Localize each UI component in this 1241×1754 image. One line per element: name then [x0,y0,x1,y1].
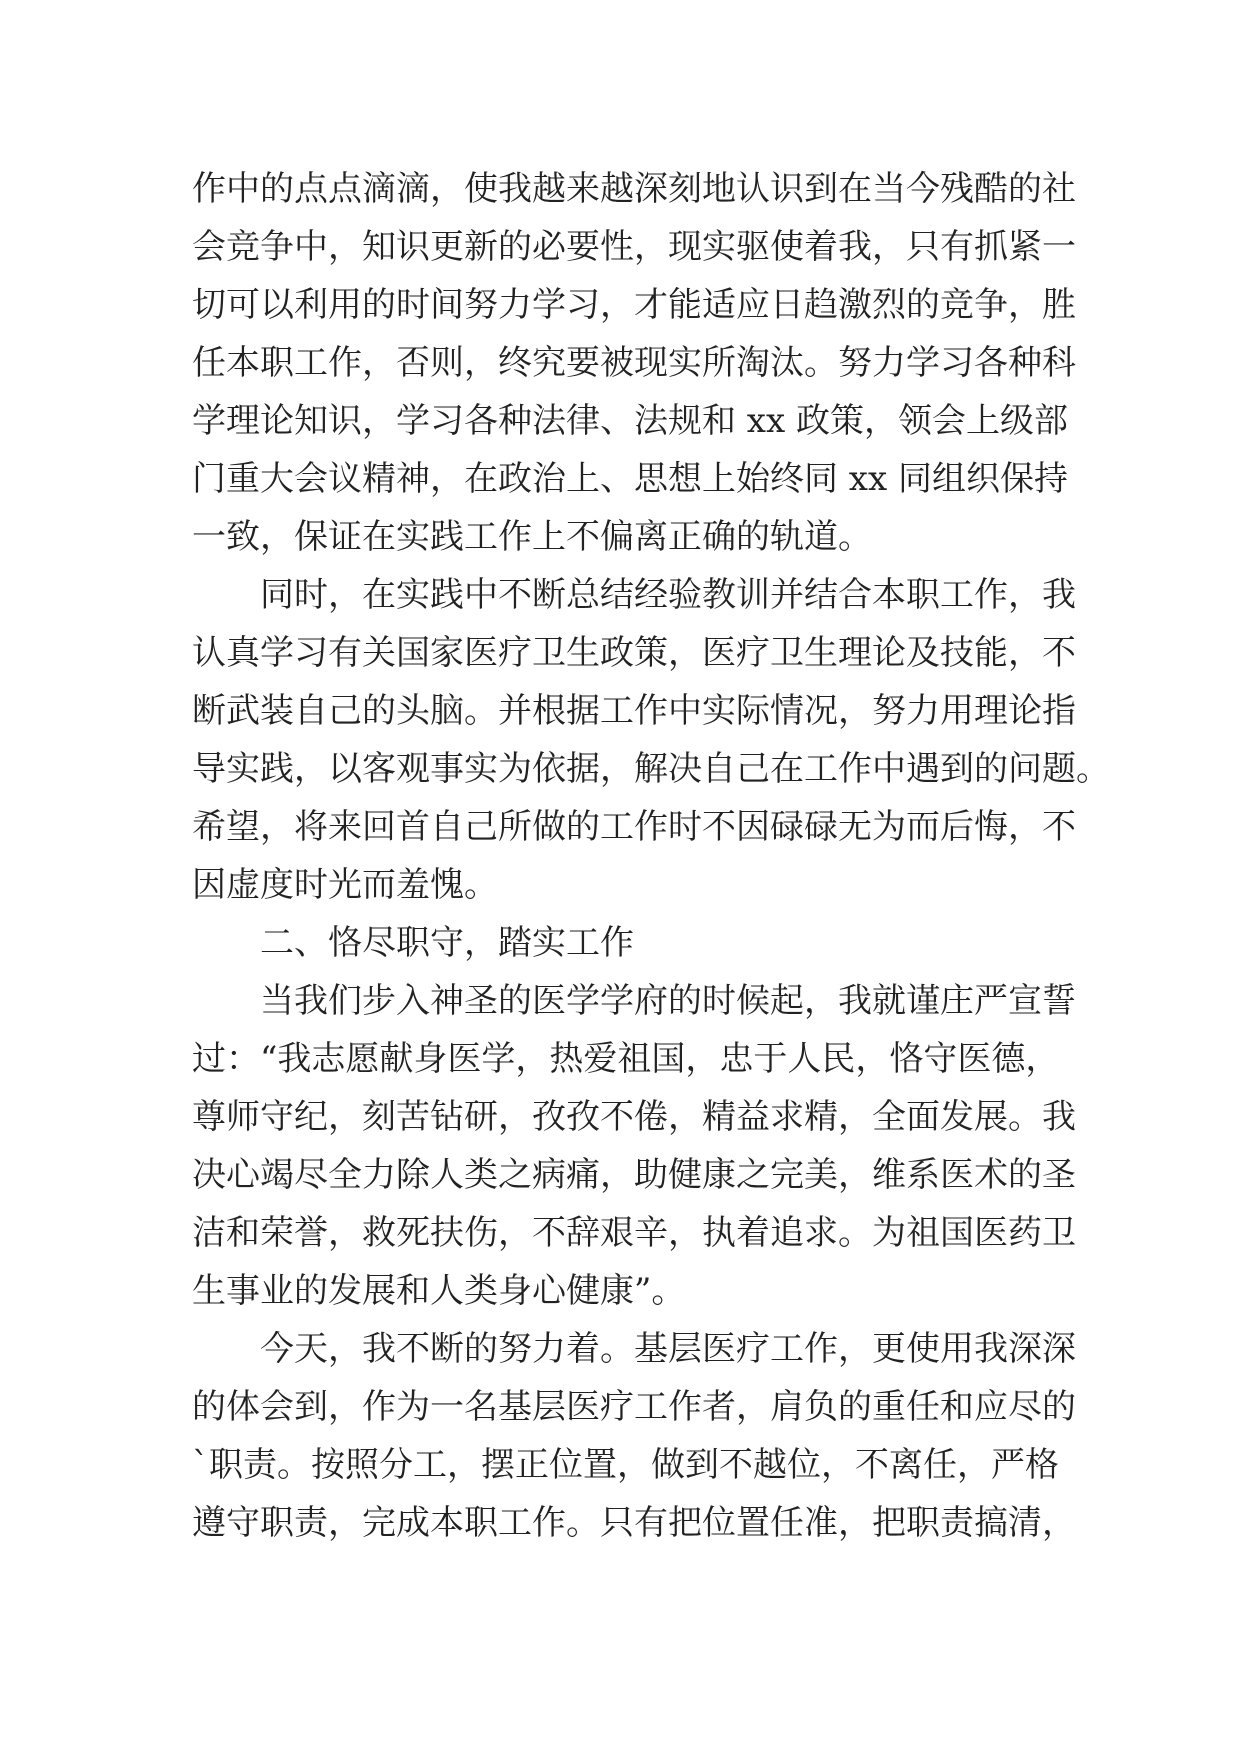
document-body [192,160,1110,1552]
text-line: 学理论知识，学习各种法律、法规和 xx 政策，领会上级部 [192,401,1068,441]
text-line: 会竞争中，知识更新的必要性，现实驱使着我，只有抓紧一 [192,227,1076,267]
text-line: 任本职工作，否则，终究要被现实所淘汰。努力学习各种科 [192,343,1076,383]
text-line: 认真学习有关国家医疗卫生政策，医疗卫生理论及技能，不 [192,633,1076,673]
text-line: 导实践，以客观事实为依据，解决自己在工作中遇到的问题。 [192,749,1110,789]
text-line: 希望，将来回首自己所做的工作时不因碌碌无为而后悔，不 [192,807,1076,847]
text-line: 切可以利用的时间努力学习，才能适应日趋激烈的竞争，胜 [192,285,1076,325]
paragraph-first-line: 今天，我不断的努力着。基层医疗工作，更使用我深深 [260,1329,1076,1369]
text-line: 决心竭尽全力除人类之病痛，助健康之完美，维系医术的圣 [192,1155,1076,1195]
text-line: 过：“我志愿献身医学，热爱祖国，忠于人民，恪守医德， [192,1039,1060,1079]
paragraph-first-line: 同时，在实践中不断总结经验教训并结合本职工作，我 [260,575,1076,615]
text-line: 断武装自己的头脑。并根据工作中实际情况，努力用理论指 [192,691,1076,731]
text-line: 洁和荣誉，救死扶伤，不辞艰辛，执着追求。为祖国医药卫 [192,1213,1076,1253]
text-line: 生事业的发展和人类身心健康”。 [192,1271,686,1311]
text-line: 因虚度时光而羞愧。 [192,865,498,905]
paragraph-first-line: 当我们步入神圣的医学学府的时候起，我就谨庄严宣誓 [260,981,1076,1021]
text-line: 一致，保证在实践工作上不偏离正确的轨道。 [192,517,872,557]
text-line: 作中的点点滴滴，使我越来越深刻地认识到在当今残酷的社 [192,169,1076,209]
text-line: 的体会到，作为一名基层医疗工作者，肩负的重任和应尽的 [192,1387,1076,1427]
section-heading: 二、恪尽职守，踏实工作 [260,923,634,963]
text-line: 遵守职责，完成本职工作。只有把位置任准，把职责搞清， [192,1503,1076,1543]
text-line: `职责。按照分工，摆正位置，做到不越位，不离任，严格 [192,1445,1059,1485]
text-line: 尊师守纪，刻苦钻研，孜孜不倦，精益求精，全面发展。我 [192,1097,1076,1137]
text-line: 门重大会议精神，在政治上、思想上始终同 xx 同组织保持 [192,459,1068,499]
